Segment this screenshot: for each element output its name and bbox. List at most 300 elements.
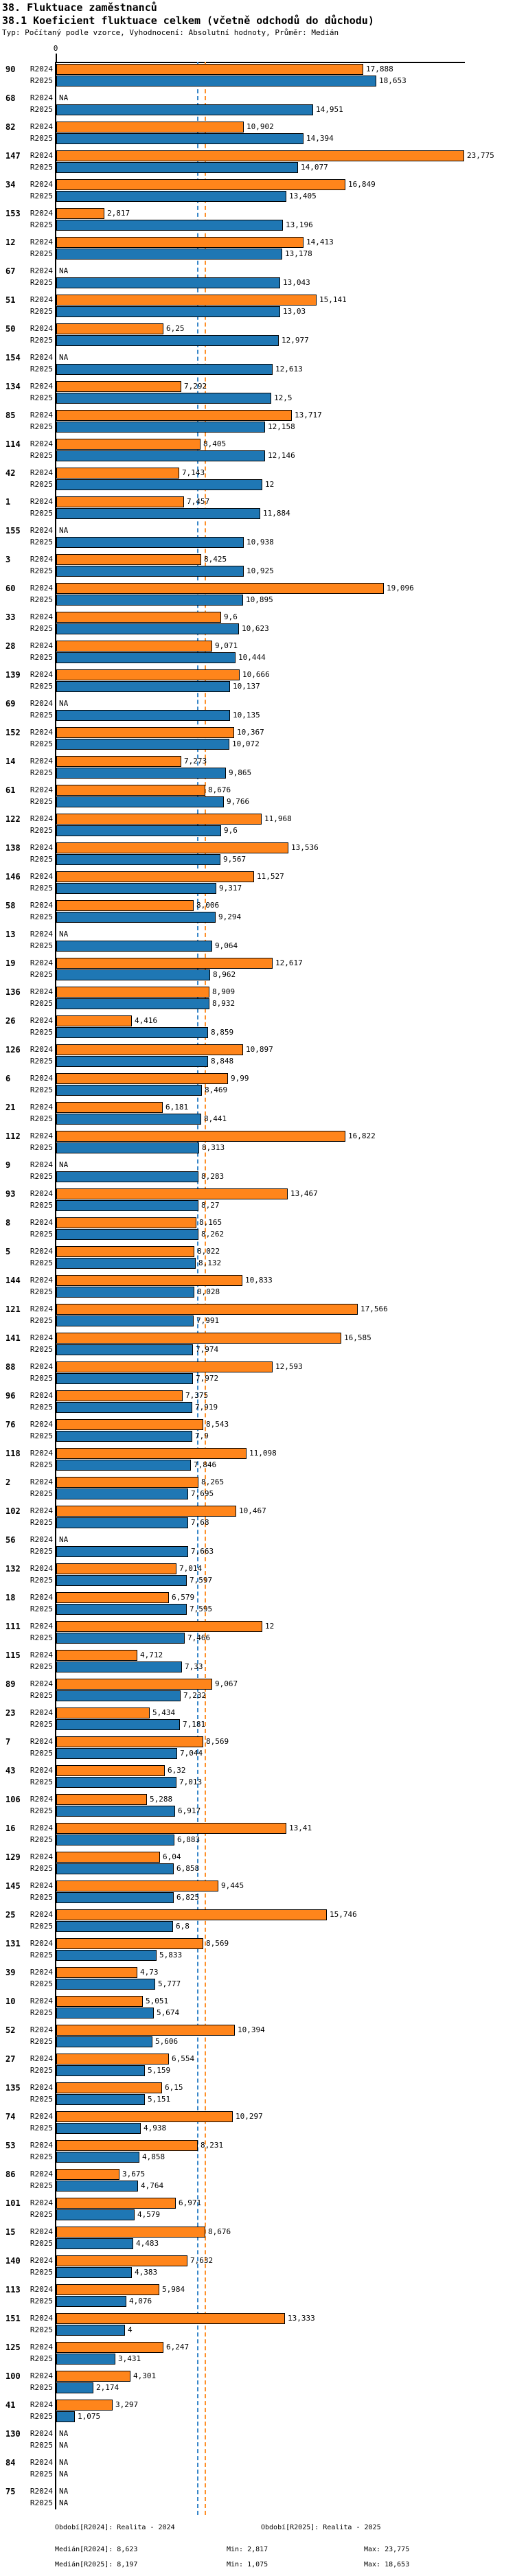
group-id-label: 86 bbox=[5, 2170, 16, 2179]
bar-r2025 bbox=[56, 1373, 193, 1384]
bar-group-10 bbox=[0, 1996, 515, 2025]
value-label-r2024: 13,717 bbox=[295, 411, 322, 419]
bar-r2025 bbox=[56, 1863, 174, 1874]
bar-group-67 bbox=[0, 266, 515, 295]
value-label-r2025: 3,431 bbox=[118, 2354, 141, 2363]
series-label-r2025: R2025 bbox=[30, 1778, 53, 1786]
bar-r2025 bbox=[56, 1460, 191, 1471]
bar-r2025 bbox=[56, 2325, 125, 2336]
bar-group-126 bbox=[0, 1044, 515, 1073]
value-label-r2024: 8,676 bbox=[208, 2227, 231, 2236]
value-na-r2024: NA bbox=[59, 1160, 69, 1169]
bar-group-129 bbox=[0, 1852, 515, 1881]
series-label-r2025: R2025 bbox=[30, 76, 53, 85]
bar-group-154 bbox=[0, 352, 515, 381]
series-label-r2024: R2024 bbox=[30, 295, 53, 304]
series-label-r2025: R2025 bbox=[30, 1547, 53, 1556]
group-id-label: 1 bbox=[5, 497, 11, 507]
group-id-label: 23 bbox=[5, 1708, 16, 1718]
series-label-r2025: R2025 bbox=[30, 912, 53, 921]
value-label-r2024: 23,775 bbox=[467, 151, 494, 160]
value-label-r2025: 8,859 bbox=[211, 1028, 234, 1037]
bar-group-28 bbox=[0, 641, 515, 669]
bar-r2025 bbox=[56, 104, 313, 115]
x-axis-zero-tick bbox=[56, 54, 57, 62]
bar-group-122 bbox=[0, 814, 515, 842]
series-label-r2024: R2024 bbox=[30, 1103, 53, 1112]
bar-group-33 bbox=[0, 612, 515, 641]
series-label-r2025: R2025 bbox=[30, 739, 53, 748]
value-label-r2024: 8,909 bbox=[212, 987, 236, 996]
group-id-label: 152 bbox=[5, 728, 21, 737]
bar-r2025 bbox=[56, 2354, 115, 2365]
bar-r2024 bbox=[56, 2371, 130, 2382]
bar-r2025 bbox=[56, 854, 220, 865]
bar-r2024 bbox=[56, 1967, 137, 1978]
bar-r2024 bbox=[56, 612, 221, 623]
series-label-r2025: R2025 bbox=[30, 1345, 53, 1354]
value-label-r2024: 13,41 bbox=[289, 1824, 312, 1832]
group-id-label: 106 bbox=[5, 1795, 21, 1804]
bar-r2024 bbox=[56, 2111, 233, 2122]
bar-r2024 bbox=[56, 756, 181, 767]
bar-group-34 bbox=[0, 179, 515, 208]
value-label-r2025: 10,623 bbox=[242, 624, 269, 633]
series-label-r2024: R2024 bbox=[30, 958, 53, 967]
value-label-r2024: 14,413 bbox=[306, 238, 334, 246]
bar-r2025 bbox=[56, 1027, 208, 1038]
series-label-r2024: R2024 bbox=[30, 2400, 53, 2409]
bar-group-39 bbox=[0, 1967, 515, 1996]
bar-r2025 bbox=[56, 2267, 132, 2278]
bar-group-41 bbox=[0, 2400, 515, 2428]
series-label-r2024: R2024 bbox=[30, 901, 53, 910]
series-label-r2025: R2025 bbox=[30, 1806, 53, 1815]
series-label-r2024: R2024 bbox=[30, 2487, 53, 2496]
value-label-r2025: 7,232 bbox=[183, 1691, 207, 1700]
bar-group-3 bbox=[0, 554, 515, 583]
series-label-r2024: R2024 bbox=[30, 1679, 53, 1688]
value-label-r2025: 7,972 bbox=[196, 1374, 219, 1383]
value-label-r2024: 9,067 bbox=[215, 1679, 238, 1688]
footer-max-r2025: Max: 18,653 bbox=[364, 2561, 410, 2568]
series-label-r2025: R2025 bbox=[30, 336, 53, 345]
series-label-r2025: R2025 bbox=[30, 249, 53, 258]
value-label-r2025: 4,383 bbox=[135, 2268, 158, 2277]
bar-group-136 bbox=[0, 987, 515, 1015]
value-label-r2025: 8,028 bbox=[197, 1287, 220, 1296]
value-label-r2024: 19,096 bbox=[387, 584, 414, 593]
bar-r2025 bbox=[56, 2296, 126, 2307]
value-label-r2024: 8,569 bbox=[206, 1939, 229, 1948]
value-label-r2024: 16,849 bbox=[348, 180, 376, 189]
series-label-r2025: R2025 bbox=[30, 480, 53, 489]
series-label-r2025: R2025 bbox=[30, 509, 53, 518]
bar-r2024 bbox=[56, 410, 292, 421]
group-id-label: 113 bbox=[5, 2285, 21, 2295]
group-id-label: 3 bbox=[5, 555, 11, 564]
series-label-r2024: R2024 bbox=[30, 266, 53, 275]
group-id-label: 2 bbox=[5, 1477, 11, 1487]
bar-r2024 bbox=[56, 2198, 176, 2209]
group-id-label: 5 bbox=[5, 1247, 11, 1256]
value-label-r2024: 10,666 bbox=[242, 670, 270, 679]
bar-group-130 bbox=[0, 2428, 515, 2457]
value-label-r2025: 13,405 bbox=[289, 192, 317, 200]
bar-r2025 bbox=[56, 306, 280, 317]
value-label-r2025: 7,919 bbox=[195, 1403, 218, 1412]
series-label-r2025: R2025 bbox=[30, 307, 53, 316]
bar-group-7 bbox=[0, 1736, 515, 1765]
value-label-r2024: 10,394 bbox=[238, 2025, 265, 2034]
value-label-r2024: 6,247 bbox=[166, 2343, 190, 2351]
value-label-r2025: 2,174 bbox=[96, 2383, 119, 2392]
bar-r2024 bbox=[56, 496, 184, 507]
series-label-r2024: R2024 bbox=[30, 872, 53, 881]
bar-group-1 bbox=[0, 496, 515, 525]
group-id-label: 14 bbox=[5, 757, 16, 766]
value-label-r2025: 4 bbox=[128, 2325, 133, 2334]
series-label-r2025: R2025 bbox=[30, 2498, 53, 2507]
value-label-r2025: 11,884 bbox=[263, 509, 290, 518]
series-label-r2024: R2024 bbox=[30, 65, 53, 73]
bar-group-12 bbox=[0, 237, 515, 266]
bar-group-132 bbox=[0, 1563, 515, 1592]
series-label-r2024: R2024 bbox=[30, 641, 53, 650]
value-label-r2024: 10,367 bbox=[237, 728, 264, 737]
bar-r2025 bbox=[56, 1633, 185, 1644]
value-label-r2025: 1,075 bbox=[78, 2412, 101, 2421]
value-label-r2024: 3,297 bbox=[115, 2400, 139, 2409]
series-label-r2025: R2025 bbox=[30, 1951, 53, 1959]
value-label-r2025: 7,013 bbox=[179, 1778, 203, 1786]
bar-r2024 bbox=[56, 2342, 163, 2353]
series-label-r2024: R2024 bbox=[30, 122, 53, 131]
series-label-r2025: R2025 bbox=[30, 1979, 53, 1988]
value-label-r2025: 4,764 bbox=[141, 2181, 164, 2190]
series-label-r2025: R2025 bbox=[30, 970, 53, 979]
bar-r2025 bbox=[56, 1892, 174, 1903]
group-id-label: 125 bbox=[5, 2343, 21, 2352]
value-label-r2024: 6,32 bbox=[168, 1766, 186, 1775]
bar-r2024 bbox=[56, 323, 163, 334]
bar-r2024 bbox=[56, 1996, 143, 2007]
series-label-r2025: R2025 bbox=[30, 1316, 53, 1325]
group-id-label: 15 bbox=[5, 2227, 16, 2237]
value-label-r2025: 14,077 bbox=[301, 163, 328, 172]
value-label-r2025: 9,294 bbox=[218, 912, 242, 921]
bar-r2024 bbox=[56, 1073, 228, 1084]
value-label-r2024: 11,098 bbox=[249, 1449, 277, 1458]
series-label-r2024: R2024 bbox=[30, 2285, 53, 2294]
value-label-r2024: 10,897 bbox=[246, 1045, 273, 1054]
value-label-r2024: 9,6 bbox=[224, 612, 238, 621]
series-label-r2025: R2025 bbox=[30, 566, 53, 575]
bar-group-125 bbox=[0, 2342, 515, 2371]
series-label-r2025: R2025 bbox=[30, 2470, 53, 2479]
bar-r2025 bbox=[56, 422, 265, 433]
bar-r2025 bbox=[56, 1604, 187, 1615]
value-label-r2024: 12,593 bbox=[275, 1362, 303, 1371]
bar-r2025 bbox=[56, 883, 216, 894]
group-id-label: 153 bbox=[5, 209, 21, 218]
bar-r2025 bbox=[56, 912, 216, 923]
group-id-label: 147 bbox=[5, 151, 21, 161]
series-label-r2024: R2024 bbox=[30, 555, 53, 564]
footer-min-r2025: Min: 1,075 bbox=[227, 2561, 268, 2568]
series-label-r2024: R2024 bbox=[30, 2314, 53, 2323]
bar-r2024 bbox=[56, 958, 273, 969]
bar-r2025 bbox=[56, 1690, 181, 1701]
value-label-r2025: 10,925 bbox=[247, 566, 274, 575]
series-label-r2025: R2025 bbox=[30, 393, 53, 402]
bar-r2024 bbox=[56, 122, 244, 133]
value-na-r2024: NA bbox=[59, 2487, 69, 2496]
value-label-r2025: 8,262 bbox=[201, 1230, 225, 1239]
bar-group-23 bbox=[0, 1707, 515, 1736]
bar-group-102 bbox=[0, 1506, 515, 1534]
bar-r2025 bbox=[56, 1575, 187, 1586]
bar-r2024 bbox=[56, 381, 181, 392]
value-label-r2025: 7,846 bbox=[194, 1460, 217, 1469]
bar-r2024 bbox=[56, 2169, 119, 2180]
bar-group-86 bbox=[0, 2169, 515, 2198]
series-label-r2025: R2025 bbox=[30, 2441, 53, 2450]
series-label-r2024: R2024 bbox=[30, 2256, 53, 2265]
bar-r2025 bbox=[56, 710, 230, 721]
group-id-label: 56 bbox=[5, 1535, 16, 1545]
bar-group-100 bbox=[0, 2371, 515, 2400]
value-label-r2025: 14,951 bbox=[316, 105, 343, 114]
group-id-label: 10 bbox=[5, 1997, 16, 2006]
value-label-r2024: 3,675 bbox=[122, 2170, 146, 2178]
bar-group-16 bbox=[0, 1823, 515, 1852]
bar-group-90 bbox=[0, 64, 515, 93]
bar-group-89 bbox=[0, 1679, 515, 1707]
bar-group-114 bbox=[0, 439, 515, 468]
series-label-r2024: R2024 bbox=[30, 1997, 53, 2005]
bar-group-61 bbox=[0, 785, 515, 814]
series-label-r2024: R2024 bbox=[30, 2343, 53, 2351]
series-label-r2025: R2025 bbox=[30, 105, 53, 114]
series-label-r2024: R2024 bbox=[30, 1622, 53, 1631]
value-label-r2024: 5,051 bbox=[146, 1997, 169, 2005]
group-id-label: 89 bbox=[5, 1679, 16, 1689]
series-label-r2025: R2025 bbox=[30, 2124, 53, 2132]
value-label-r2025: 5,777 bbox=[158, 1979, 181, 1988]
series-label-r2025: R2025 bbox=[30, 1114, 53, 1123]
value-label-r2025: 7,595 bbox=[190, 1605, 213, 1613]
series-label-r2025: R2025 bbox=[30, 941, 53, 950]
bar-group-139 bbox=[0, 669, 515, 698]
value-label-r2024: 17,566 bbox=[360, 1304, 388, 1313]
bar-group-138 bbox=[0, 842, 515, 871]
bar-r2024 bbox=[56, 1679, 212, 1690]
group-id-label: 34 bbox=[5, 180, 16, 189]
value-label-r2024: 9,071 bbox=[215, 641, 238, 650]
value-label-r2024: 8,543 bbox=[206, 1420, 229, 1429]
bar-r2025 bbox=[56, 2209, 135, 2220]
series-label-r2025: R2025 bbox=[30, 1605, 53, 1613]
group-id-label: 88 bbox=[5, 1362, 16, 1372]
group-id-label: 82 bbox=[5, 122, 16, 132]
series-label-r2025: R2025 bbox=[30, 2181, 53, 2190]
bar-group-8 bbox=[0, 1217, 515, 1246]
bar-group-147 bbox=[0, 150, 515, 179]
value-label-r2024: 6,15 bbox=[165, 2083, 183, 2092]
group-id-label: 76 bbox=[5, 1420, 16, 1429]
value-label-r2024: 10,833 bbox=[245, 1276, 273, 1285]
bar-r2024 bbox=[56, 1448, 247, 1459]
value-label-r2024: 8,006 bbox=[196, 901, 220, 910]
series-label-r2024: R2024 bbox=[30, 1160, 53, 1169]
bar-r2024 bbox=[56, 150, 464, 161]
series-label-r2025: R2025 bbox=[30, 884, 53, 893]
series-label-r2024: R2024 bbox=[30, 930, 53, 939]
series-label-r2025: R2025 bbox=[30, 1431, 53, 1440]
bar-r2024 bbox=[56, 179, 345, 190]
group-id-label: 129 bbox=[5, 1852, 21, 1862]
bar-group-21 bbox=[0, 1102, 515, 1131]
series-label-r2024: R2024 bbox=[30, 987, 53, 996]
bar-r2024 bbox=[56, 641, 212, 652]
footer-max-r2024: Max: 23,775 bbox=[364, 2546, 410, 2553]
value-label-r2024: 7,375 bbox=[185, 1391, 209, 1400]
value-label-r2024: 12 bbox=[265, 1622, 275, 1631]
value-label-r2024: 11,527 bbox=[257, 872, 284, 881]
series-label-r2024: R2024 bbox=[30, 93, 53, 102]
bar-group-2 bbox=[0, 1477, 515, 1506]
group-id-label: 134 bbox=[5, 382, 21, 391]
series-label-r2024: R2024 bbox=[30, 1766, 53, 1775]
series-label-r2024: R2024 bbox=[30, 1593, 53, 1602]
bar-group-84 bbox=[0, 2457, 515, 2486]
bar-r2025 bbox=[56, 508, 260, 519]
bar-group-88 bbox=[0, 1361, 515, 1390]
series-label-r2025: R2025 bbox=[30, 1749, 53, 1758]
bar-r2025 bbox=[56, 1171, 198, 1182]
series-label-r2025: R2025 bbox=[30, 1085, 53, 1094]
series-label-r2024: R2024 bbox=[30, 1939, 53, 1948]
group-id-label: 96 bbox=[5, 1391, 16, 1401]
series-label-r2025: R2025 bbox=[30, 2095, 53, 2104]
value-label-r2025: 12 bbox=[265, 480, 275, 489]
value-label-r2025: 12,613 bbox=[275, 365, 303, 373]
group-id-label: 118 bbox=[5, 1449, 21, 1458]
bar-r2025 bbox=[56, 681, 230, 692]
bar-r2025 bbox=[56, 1344, 193, 1355]
series-label-r2024: R2024 bbox=[30, 757, 53, 766]
bar-group-9 bbox=[0, 1160, 515, 1188]
value-label-r2025: 7,9 bbox=[195, 1431, 209, 1440]
value-label-r2025: 7,33 bbox=[185, 1662, 203, 1671]
bar-r2024 bbox=[56, 727, 234, 738]
series-label-r2025: R2025 bbox=[30, 2008, 53, 2017]
value-label-r2025: 8,469 bbox=[205, 1085, 228, 1094]
value-label-r2024: 5,288 bbox=[150, 1795, 173, 1804]
series-label-r2025: R2025 bbox=[30, 1893, 53, 1902]
bar-r2025 bbox=[56, 1719, 180, 1730]
group-id-label: 13 bbox=[5, 930, 16, 939]
series-label-r2025: R2025 bbox=[30, 2066, 53, 2075]
bar-r2025 bbox=[56, 1315, 194, 1326]
series-label-r2024: R2024 bbox=[30, 1824, 53, 1832]
group-id-label: 50 bbox=[5, 324, 16, 334]
value-label-r2025: 10,895 bbox=[246, 595, 273, 604]
bar-r2025 bbox=[56, 1835, 174, 1845]
group-id-label: 51 bbox=[5, 295, 16, 305]
value-label-r2024: 10,297 bbox=[236, 2112, 263, 2121]
value-label-r2024: 7,632 bbox=[190, 2256, 214, 2265]
bar-group-141 bbox=[0, 1333, 515, 1361]
value-label-r2025: 6,825 bbox=[176, 1893, 200, 1902]
bar-group-118 bbox=[0, 1448, 515, 1477]
group-id-label: 135 bbox=[5, 2083, 21, 2093]
value-label-r2024: 8,022 bbox=[197, 1247, 220, 1256]
bar-group-144 bbox=[0, 1275, 515, 1304]
value-na-r2024: NA bbox=[59, 93, 69, 102]
series-label-r2025: R2025 bbox=[30, 163, 53, 172]
series-label-r2024: R2024 bbox=[30, 2371, 53, 2380]
series-label-r2024: R2024 bbox=[30, 1189, 53, 1198]
bar-r2024 bbox=[56, 1765, 165, 1776]
bar-r2025 bbox=[56, 2238, 133, 2249]
series-label-r2025: R2025 bbox=[30, 2383, 53, 2392]
bar-r2025 bbox=[56, 1229, 198, 1240]
bar-r2024 bbox=[56, 987, 209, 998]
series-label-r2024: R2024 bbox=[30, 1247, 53, 1256]
series-label-r2025: R2025 bbox=[30, 2297, 53, 2305]
bar-r2025 bbox=[56, 220, 283, 231]
bar-r2024 bbox=[56, 1563, 176, 1574]
value-label-r2025: 4,858 bbox=[142, 2152, 165, 2161]
group-id-label: 122 bbox=[5, 814, 21, 824]
bar-r2024 bbox=[56, 1246, 194, 1257]
value-label-r2024: 10,902 bbox=[247, 122, 274, 131]
bar-r2025 bbox=[56, 796, 224, 807]
value-label-r2025: 18,653 bbox=[379, 76, 407, 85]
x-axis-line bbox=[56, 62, 465, 63]
group-id-label: 121 bbox=[5, 1304, 21, 1314]
series-label-r2025: R2025 bbox=[30, 1864, 53, 1873]
value-label-r2025: 7,695 bbox=[191, 1489, 214, 1498]
footer-period-r2024: Období[R2024]: Realita - 2024 bbox=[55, 2524, 175, 2531]
bar-r2025 bbox=[56, 479, 262, 490]
value-label-r2025: 7,991 bbox=[196, 1316, 220, 1325]
bar-r2024 bbox=[56, 1361, 273, 1372]
group-id-label: 21 bbox=[5, 1103, 16, 1112]
value-label-r2025: 7,68 bbox=[191, 1518, 209, 1527]
group-id-label: 19 bbox=[5, 958, 16, 968]
series-label-r2024: R2024 bbox=[30, 1968, 53, 1977]
bar-group-51 bbox=[0, 295, 515, 323]
bar-r2025 bbox=[56, 1979, 155, 1990]
series-label-r2025: R2025 bbox=[30, 278, 53, 287]
series-label-r2024: R2024 bbox=[30, 2025, 53, 2034]
bar-r2024 bbox=[56, 64, 363, 75]
series-label-r2025: R2025 bbox=[30, 1230, 53, 1239]
group-id-label: 68 bbox=[5, 93, 16, 103]
value-na-r2024: NA bbox=[59, 1535, 69, 1544]
series-label-r2025: R2025 bbox=[30, 1057, 53, 1066]
series-label-r2024: R2024 bbox=[30, 1420, 53, 1429]
bar-r2025 bbox=[56, 1258, 196, 1269]
value-label-r2025: 9,567 bbox=[223, 855, 247, 864]
bar-r2024 bbox=[56, 1852, 160, 1863]
bar-r2024 bbox=[56, 2025, 235, 2036]
value-label-r2024: 6,554 bbox=[172, 2054, 195, 2063]
bar-r2024 bbox=[56, 1419, 203, 1430]
